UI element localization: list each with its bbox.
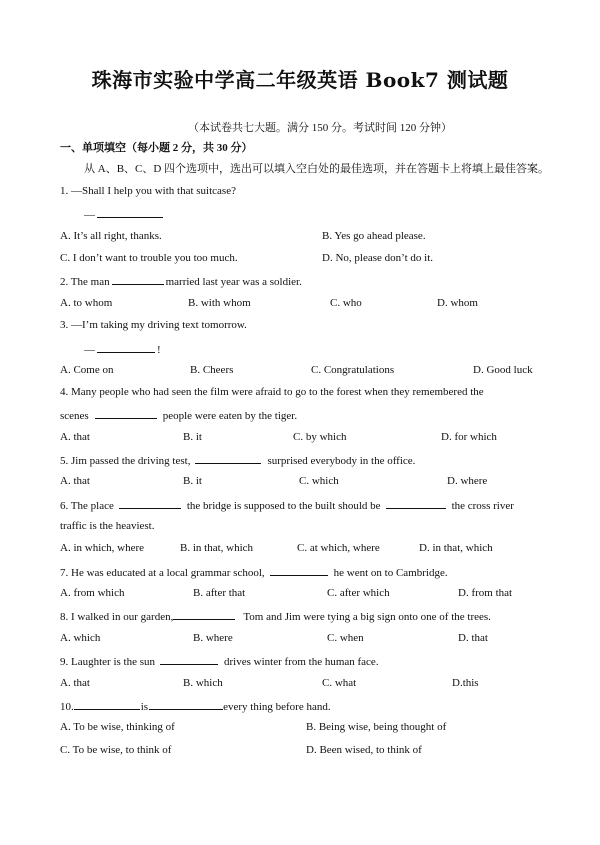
question-10-option-b: B. Being wise, being thought of [306,721,447,733]
answer-blank [112,273,164,285]
question-7-option-d: D. from that [458,587,513,599]
exam-subtitle: （本试卷共七大题。满分 150 分。考试时间 120 分钟） [188,122,452,134]
question-3-option-c: C. Congratulations [311,364,395,376]
question-4-text-2: people were eaten by the tiger. [162,410,298,422]
question-9-prompt [60,653,379,669]
question-2-option-c: C. who [330,297,362,309]
question-8-prompt [60,608,491,624]
page-title: 珠海市实验中学高二年级英语 Book7 测试题 [91,68,509,92]
question-1-prompt: 1. —Shall I help you with that suitcase? [60,185,236,197]
question-6-prompt-line-2: traffic is the heaviest. [60,520,155,532]
question-4-option-d: D. for which [441,431,497,443]
question-8-option-d: D. that [458,632,488,644]
question-7-prompt [60,564,448,580]
answer-blank [173,608,235,620]
question-5-option-a: A. that [60,475,90,487]
question-4-option-a: A. that [60,431,90,443]
answer-blank [95,407,157,419]
question-8-text-2: Tom and Jim were tying a big sign onto one of the trees. [243,611,491,623]
question-6-text-3: the cross river [451,500,514,512]
question-2-option-a: A. to whom [60,297,113,309]
question-6-text-1: 6. The place [60,500,114,512]
answer-blank [97,341,155,353]
question-1-option-d: D. No, please don’t do it. [322,252,434,264]
question-2-prompt [60,273,302,289]
question-1-option-b: B. Yes go ahead please. [322,230,426,242]
question-1-option-c: C. I don’t want to trouble you too much. [60,252,238,264]
question-9-option-c: C. what [322,677,357,689]
question-7-option-a: A. from which [60,587,125,599]
question-1-option-a: A. It’s all right, thanks. [60,230,162,242]
question-7-option-b: B. after that [193,587,246,599]
question-5-text-1: 5. Jim passed the driving test, [60,455,191,467]
question-9-option-b: B. which [183,677,223,689]
question-8-text-1: 8. I walked in our garden, [60,611,174,623]
question-1-reply [84,206,165,222]
question-10-prompt [60,698,331,714]
answer-blank [119,497,181,509]
question-3-option-a: A. Come on [60,364,114,376]
question-4-option-c: C. by which [293,431,347,443]
question-3-reply [84,341,161,357]
question-9-text-1: 9. Laughter is the sun [60,656,156,668]
question-4-prompt-line-2 [60,407,297,423]
question-6-text-2: the bridge is supposed to the built should be [186,500,381,512]
answer-blank [270,564,328,576]
question-6-option-a: A. in which, where [60,542,145,554]
question-5-option-c: C. which [299,475,339,487]
question-5-option-b: B. it [183,475,202,487]
question-9-option-a: A. that [60,677,90,689]
question-10-option-a: A. To be wise, thinking of [60,721,175,733]
answer-blank [195,452,261,464]
reply-dash: — [84,344,95,356]
question-8-option-a: A. which [60,632,101,644]
question-4-text-1: scenes [60,410,89,422]
question-2-text-2: married last year was a soldier. [165,276,302,288]
question-6-option-d: D. in that, which [419,542,493,554]
question-7-text-2: he went on to Cambridge. [333,567,448,579]
question-5-option-d: D. where [447,475,488,487]
question-8-option-b: B. where [193,632,233,644]
question-5-text-2: surprised everybody in the office. [267,455,416,467]
reply-exclamation: ! [157,344,161,356]
question-10-option-c: C. To be wise, to think of [60,744,172,756]
question-10-text-3: every thing before hand. [223,701,331,713]
question-3-prompt: 3. —I’m taking my driving text tomorrow. [60,319,247,331]
question-4-option-b: B. it [183,431,202,443]
question-9-text-2: drives winter from the human face. [224,656,379,668]
question-6-option-b: B. in that, which [180,542,254,554]
question-9-option-d: D.this [452,677,479,689]
question-6-prompt-line-1 [60,497,514,513]
reply-dash: — [84,209,95,221]
question-10-option-d: D. Been wised, to think of [306,744,422,756]
answer-blank [97,206,163,218]
question-4-prompt-line-1: 4. Many people who had seen the film were afraid to go to the forest when they remembered the [60,386,484,398]
question-2-text-1: 2. The man [60,276,110,288]
answer-blank [149,698,223,710]
question-3-option-b: B. Cheers [190,364,234,376]
question-7-option-c: C. after which [327,587,390,599]
question-2-option-b: B. with whom [188,297,251,309]
section-instruction: 从 A、B、C、D 四个选项中，选出可以填入空白处的最佳选项，并在答题卡上将填上最佳答案。 [84,163,550,175]
question-7-text-1: 7. He was educated at a local grammar school, [60,567,265,579]
question-2-option-d: D. whom [437,297,478,309]
section-heading: 一、单项填空（每小题 2 分，共 30 分） [60,142,253,154]
question-6-option-c: C. at which, where [297,542,380,554]
question-10-text-1: 10. [60,701,74,713]
answer-blank [160,653,218,665]
question-10-text-2: is [140,701,149,713]
question-5-prompt [60,452,415,468]
answer-blank [386,497,446,509]
question-8-option-c: C. when [327,632,364,644]
answer-blank [74,698,140,710]
question-3-option-d: D. Good luck [473,364,533,376]
